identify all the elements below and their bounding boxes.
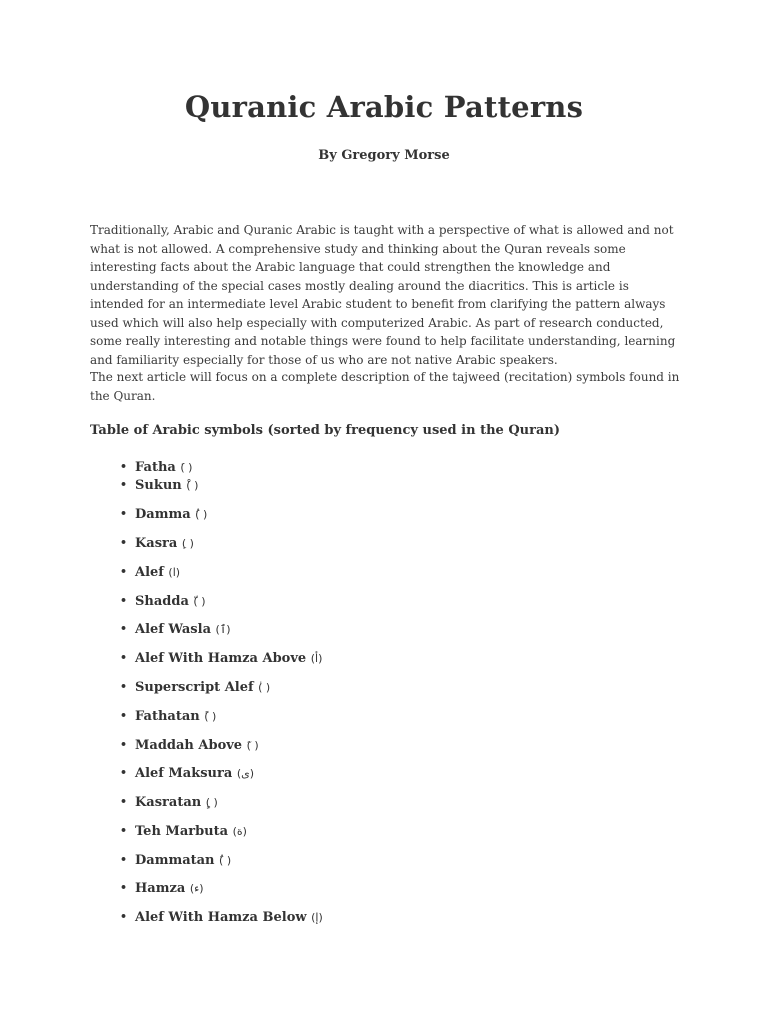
symbol-list-item [120,620,231,639]
author-byline: By Gregory Morse [318,148,450,163]
symbol-list-item [120,764,254,783]
symbol-glyph: (ْ ) [186,479,199,492]
bullet-icon: • [120,536,128,549]
symbol-list-item [120,458,192,477]
symbol-list-item [120,476,198,495]
symbol-glyph: (ِ ) [181,537,194,550]
symbol-list-item [120,592,206,611]
symbol-name: Alef Maksura [135,766,233,781]
symbol-name: Alef With Hamza Above [135,651,307,666]
symbol-name: Fathatan [135,709,200,724]
symbol-glyph: (ً ) [204,710,217,723]
symbol-list-item [120,534,194,553]
symbol-list-item [120,563,180,582]
symbol-name: Hamza [135,881,186,896]
bullet-icon: • [120,853,128,866]
symbol-name: Alef Wasla [135,622,211,637]
symbol-name: Teh Marbuta [135,824,229,839]
symbol-glyph: (َ ) [180,461,193,474]
symbol-list-item [120,678,270,697]
bullet-icon: • [120,680,128,693]
symbol-glyph: (إ) [311,911,323,924]
symbol-name: Alef [135,565,164,580]
symbol-list-item [120,908,323,927]
bullet-icon: • [120,795,128,808]
symbol-name: Shadda [135,594,189,609]
symbol-list-item [120,879,204,898]
symbol-list-item [120,793,218,812]
bullet-icon: • [120,910,128,923]
bullet-icon: • [120,881,128,894]
symbol-name: Damma [135,507,191,522]
symbol-glyph: (ٌ ) [219,854,232,867]
symbol-name: Dammatan [135,853,215,868]
bullet-icon: • [120,824,128,837]
symbol-glyph: (أ) [310,652,323,665]
symbol-list-item [120,736,259,755]
symbol-name: Maddah Above [135,738,243,753]
intro-paragraph: Traditionally, Arabic and Quranic Arabic is taught with a perspective of what is allowed and not what is not allowed. A comprehensive study and thinking about the Quran reveals some interesting facts about the Arabic language that could strengthen the knowledge and understanding of the special cases mostly dealing around the diacritics. This is article is intended for an intermediate level Arabic student to benefit from clarifying the pattern always used which will also help especially with computerized Arabic. As part of research conducted, some really interesting and notable things were found to help facilitate understanding, learning and familiarity especially for those of us who are not native Arabic speakers. [90,223,676,367]
symbol-glyph: (ّ ) [193,595,206,608]
bullet-icon: • [120,594,128,607]
bullet-icon: • [120,651,128,664]
symbol-glyph: (ٱ) [215,623,231,636]
bullet-icon: • [120,478,128,491]
symbol-glyph: (ا) [168,566,181,579]
symbol-name: Superscript Alef [135,680,254,695]
bullet-icon: • [120,709,128,722]
symbol-glyph: (ٰ ) [258,681,271,694]
symbol-name: Fatha [135,460,176,475]
symbol-name: Sukun [135,478,182,493]
symbol-glyph: (ء) [189,882,204,895]
symbol-name: Kasratan [135,795,202,810]
bullet-icon: • [120,507,128,520]
symbol-name: Kasra [135,536,178,551]
bullet-icon: • [120,766,128,779]
symbol-glyph: (ٍ ) [205,796,218,809]
symbol-name: Alef With Hamza Below [135,910,307,925]
symbol-glyph: (ُ ) [195,508,208,521]
bullet-icon: • [120,565,128,578]
bullet-icon: • [120,460,128,473]
next-article-paragraph: The next article will focus on a complete description of the tajweed (recitation) symbols found in the Quran. [90,370,680,403]
symbol-list-item [120,707,216,726]
symbol-glyph: (ٓ ) [246,739,259,752]
bullet-icon: • [120,622,128,635]
symbol-list-item [120,505,207,524]
symbol-glyph: (ى) [236,767,255,780]
document-title: Quranic Arabic Patterns [184,90,584,124]
symbol-list-item [120,851,231,870]
symbol-list-item [120,649,322,668]
symbols-table-heading: Table of Arabic symbols (sorted by frequency used in the Quran) [90,423,560,438]
symbol-glyph: (ة) [232,825,247,838]
symbol-list-item [120,822,247,841]
bullet-icon: • [120,738,128,751]
